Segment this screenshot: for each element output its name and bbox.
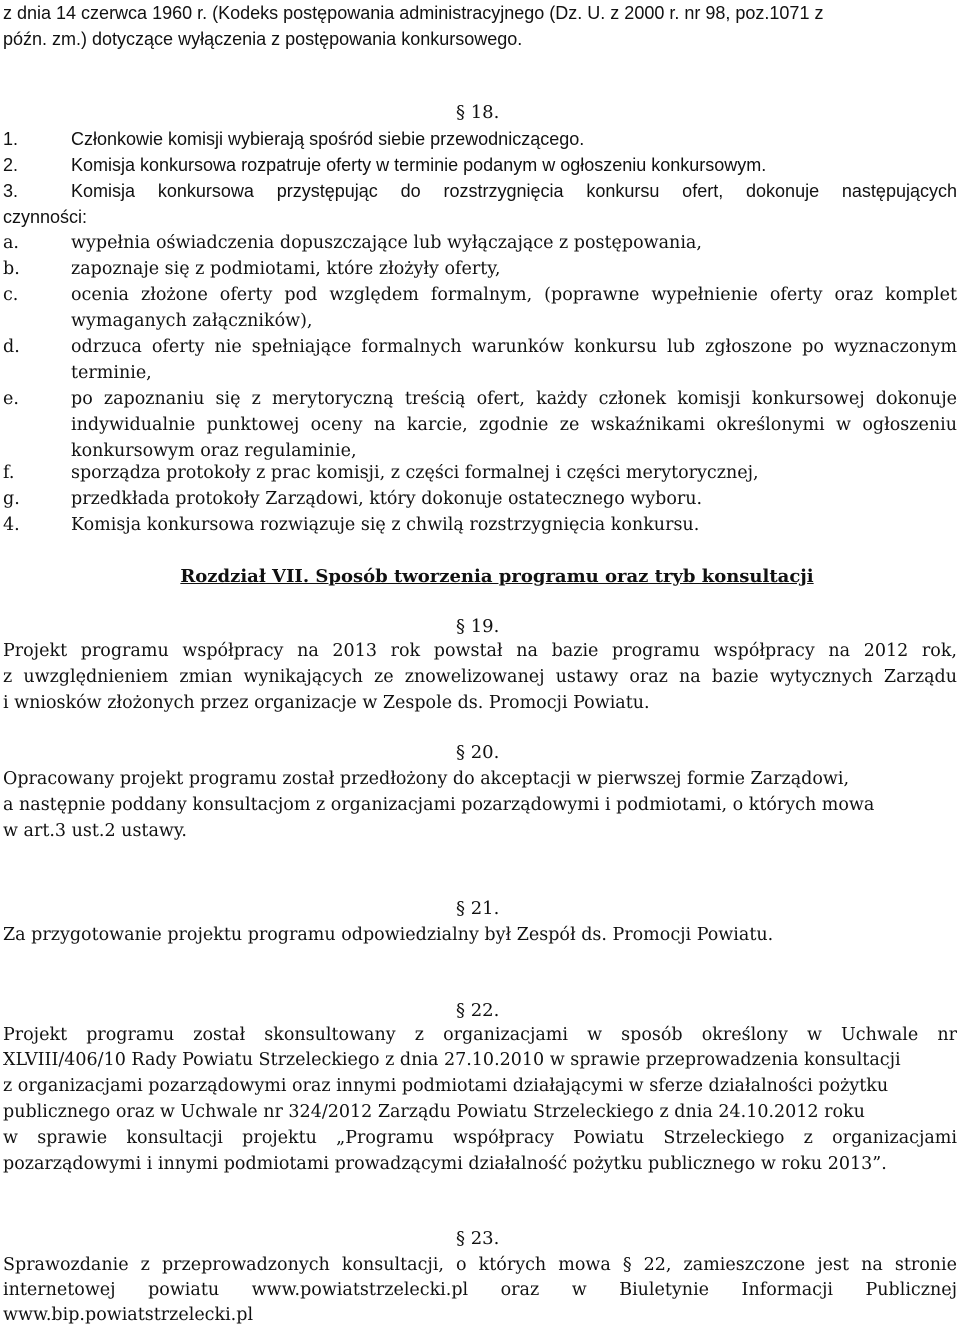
sub-item-marker: b. — [3, 259, 20, 279]
section-22-number — [456, 998, 499, 1024]
section-number: 19. — [470, 616, 500, 637]
sub-item-marker: a. — [3, 233, 19, 253]
section-symbol: § — [456, 1228, 465, 1249]
section-number: 22. — [470, 1000, 500, 1021]
paragraph-line: publicznego oraz w Uchwale nr 324/2012 Zarządu Powiatu Strzeleckiego z dnia 24.10.2012 roku — [3, 1102, 865, 1122]
section-number: 18. — [470, 102, 500, 123]
sub-item-text: odrzuca oferty nie spełniające formalnych warunków konkursu lub zgłoszone po wyznaczonym terminie, — [71, 337, 957, 383]
section-18-number — [456, 100, 499, 126]
intro-line-1: z dnia 14 czerwca 1960 r. (Kodeks postępowania administracyjnego (Dz. U. z 2000 r. nr 98, poz.1071 z — [3, 3, 824, 23]
item-text: Komisja konkursowa przystępując do rozstrzygnięcia konkursu ofert, dokonuje następujących — [71, 181, 957, 201]
website-link[interactable]: www.bip.powiatstrzelecki.pl — [3, 1305, 254, 1325]
sub-item-text: sporządza protokoły z prac komisji, z części formalnej i części merytorycznej, — [71, 463, 759, 483]
section-19-number — [456, 614, 499, 640]
paragraph-line: XLVIII/406/10 Rady Powiatu Strzeleckiego z dnia 27.10.2010 w sprawie przeprowadzenia konsultacji — [3, 1050, 901, 1070]
paragraph-line: Opracowany projekt programu został przedłożony do akceptacji w pierwszej formie Zarządowi, — [3, 769, 850, 789]
paragraph-line: Za przygotowanie projektu programu odpowiedzialny był Zespół ds. Promocji Powiatu. — [3, 925, 774, 945]
sub-item-text: zapoznaje się z podmiotami, które złożyły oferty, — [71, 259, 501, 279]
section-23-number — [456, 1226, 499, 1252]
sub-item-text: przedkłada protokoły Zarządowi, który dokonuje ostatecznego wyboru. — [71, 489, 703, 509]
item-marker: 3. — [3, 181, 19, 201]
item-text-continuation: czynności: — [3, 207, 88, 227]
item-text: Członkowie komisji wybierają spośród siebie przewodniczącego. — [71, 129, 585, 149]
sub-item-text: ocenia złożone oferty pod względem formalnym, (poprawne wypełnienie oferty oraz komplet wymaganych załączników), — [71, 285, 957, 331]
section-number: 21. — [470, 898, 500, 919]
sub-item-marker: e. — [3, 389, 19, 409]
item-marker: 1. — [3, 129, 19, 149]
paragraph-line: i wniosków złożonych przez organizacje w Zespole ds. Promocji Powiatu. — [3, 693, 650, 713]
chapter-heading: Rozdział VII. Sposób tworzenia programu oraz tryb konsultacji — [180, 566, 814, 587]
section-symbol: § — [456, 102, 465, 123]
section-21-number — [456, 896, 499, 922]
item-marker: 2. — [3, 155, 19, 175]
list-item — [3, 178, 957, 230]
section-number: 23. — [470, 1228, 500, 1249]
section-symbol: § — [456, 616, 465, 637]
sub-item-text: po zapoznaniu się z merytoryczną treścią ofert, każdy członek komisji konkursowej dokonuje indywidualnie punktowej oceny na karcie, zgodnie ze wskaźnikami określonymi w ogłoszeniu konkursowym oraz regulaminie, — [71, 389, 957, 461]
paragraph-line: a następnie poddany konsultacjom z organizacjami pozarządowymi i podmiotami, o których mowa — [3, 795, 875, 815]
paragraph-line: z organizacjami pozarządowymi oraz innymi podmiotami działającymi w sferze działalności pożytku — [3, 1076, 889, 1096]
paragraph-line: pozarządowymi i innymi podmiotami prowadzącymi działalność pożytku publicznego w roku 2013”. — [3, 1154, 887, 1174]
sub-item-text: wypełnia oświadczenia dopuszczające lub wyłączające z postępowania, — [71, 233, 702, 253]
section-20-number — [456, 740, 499, 766]
section-symbol: § — [456, 742, 465, 763]
sub-item-marker: c. — [3, 285, 19, 305]
section-symbol: § — [456, 898, 465, 919]
paragraph-line: w sprawie konsultacji projektu „Programu współpracy Powiatu Strzeleckiego z organizacjami — [3, 1128, 957, 1148]
paragraph-line: Sprawozdanie z przeprowadzonych konsultacji, o których mowa § 22, zamieszczone jest na stronie — [3, 1255, 957, 1275]
section-symbol: § — [456, 1000, 465, 1021]
paragraph-line: internetowej powiatu www.powiatstrzelecki.pl oraz w Biuletynie Informacji Publicznej — [3, 1280, 957, 1300]
sub-item-marker: g. — [3, 489, 20, 509]
item-text: Komisja konkursowa rozwiązuje się z chwilą rozstrzygnięcia konkursu. — [71, 515, 700, 535]
sub-item-marker: f. — [3, 463, 15, 483]
paragraph-line: Projekt programu współpracy na 2013 rok powstał na bazie programu współpracy na 2012 rok, — [3, 641, 957, 661]
paragraph-line: Projekt programu został skonsultowany z organizacjami w sposób określony w Uchwale nr — [3, 1025, 957, 1045]
section-number: 20. — [470, 742, 500, 763]
paragraph-line: z uwzględnieniem zmian wynikających ze znowelizowanej ustawy oraz na bazie wytycznych Zarządu — [3, 667, 957, 687]
item-text: Komisja konkursowa rozpatruje oferty w terminie podanym w ogłoszeniu konkursowym. — [71, 155, 767, 175]
sub-item-marker: d. — [3, 337, 20, 357]
intro-line-2: późn. zm.) dotyczące wyłączenia z postępowania konkursowego. — [3, 29, 523, 49]
paragraph-line: w art.3 ust.2 ustawy. — [3, 821, 187, 841]
item-marker: 4. — [3, 515, 20, 535]
